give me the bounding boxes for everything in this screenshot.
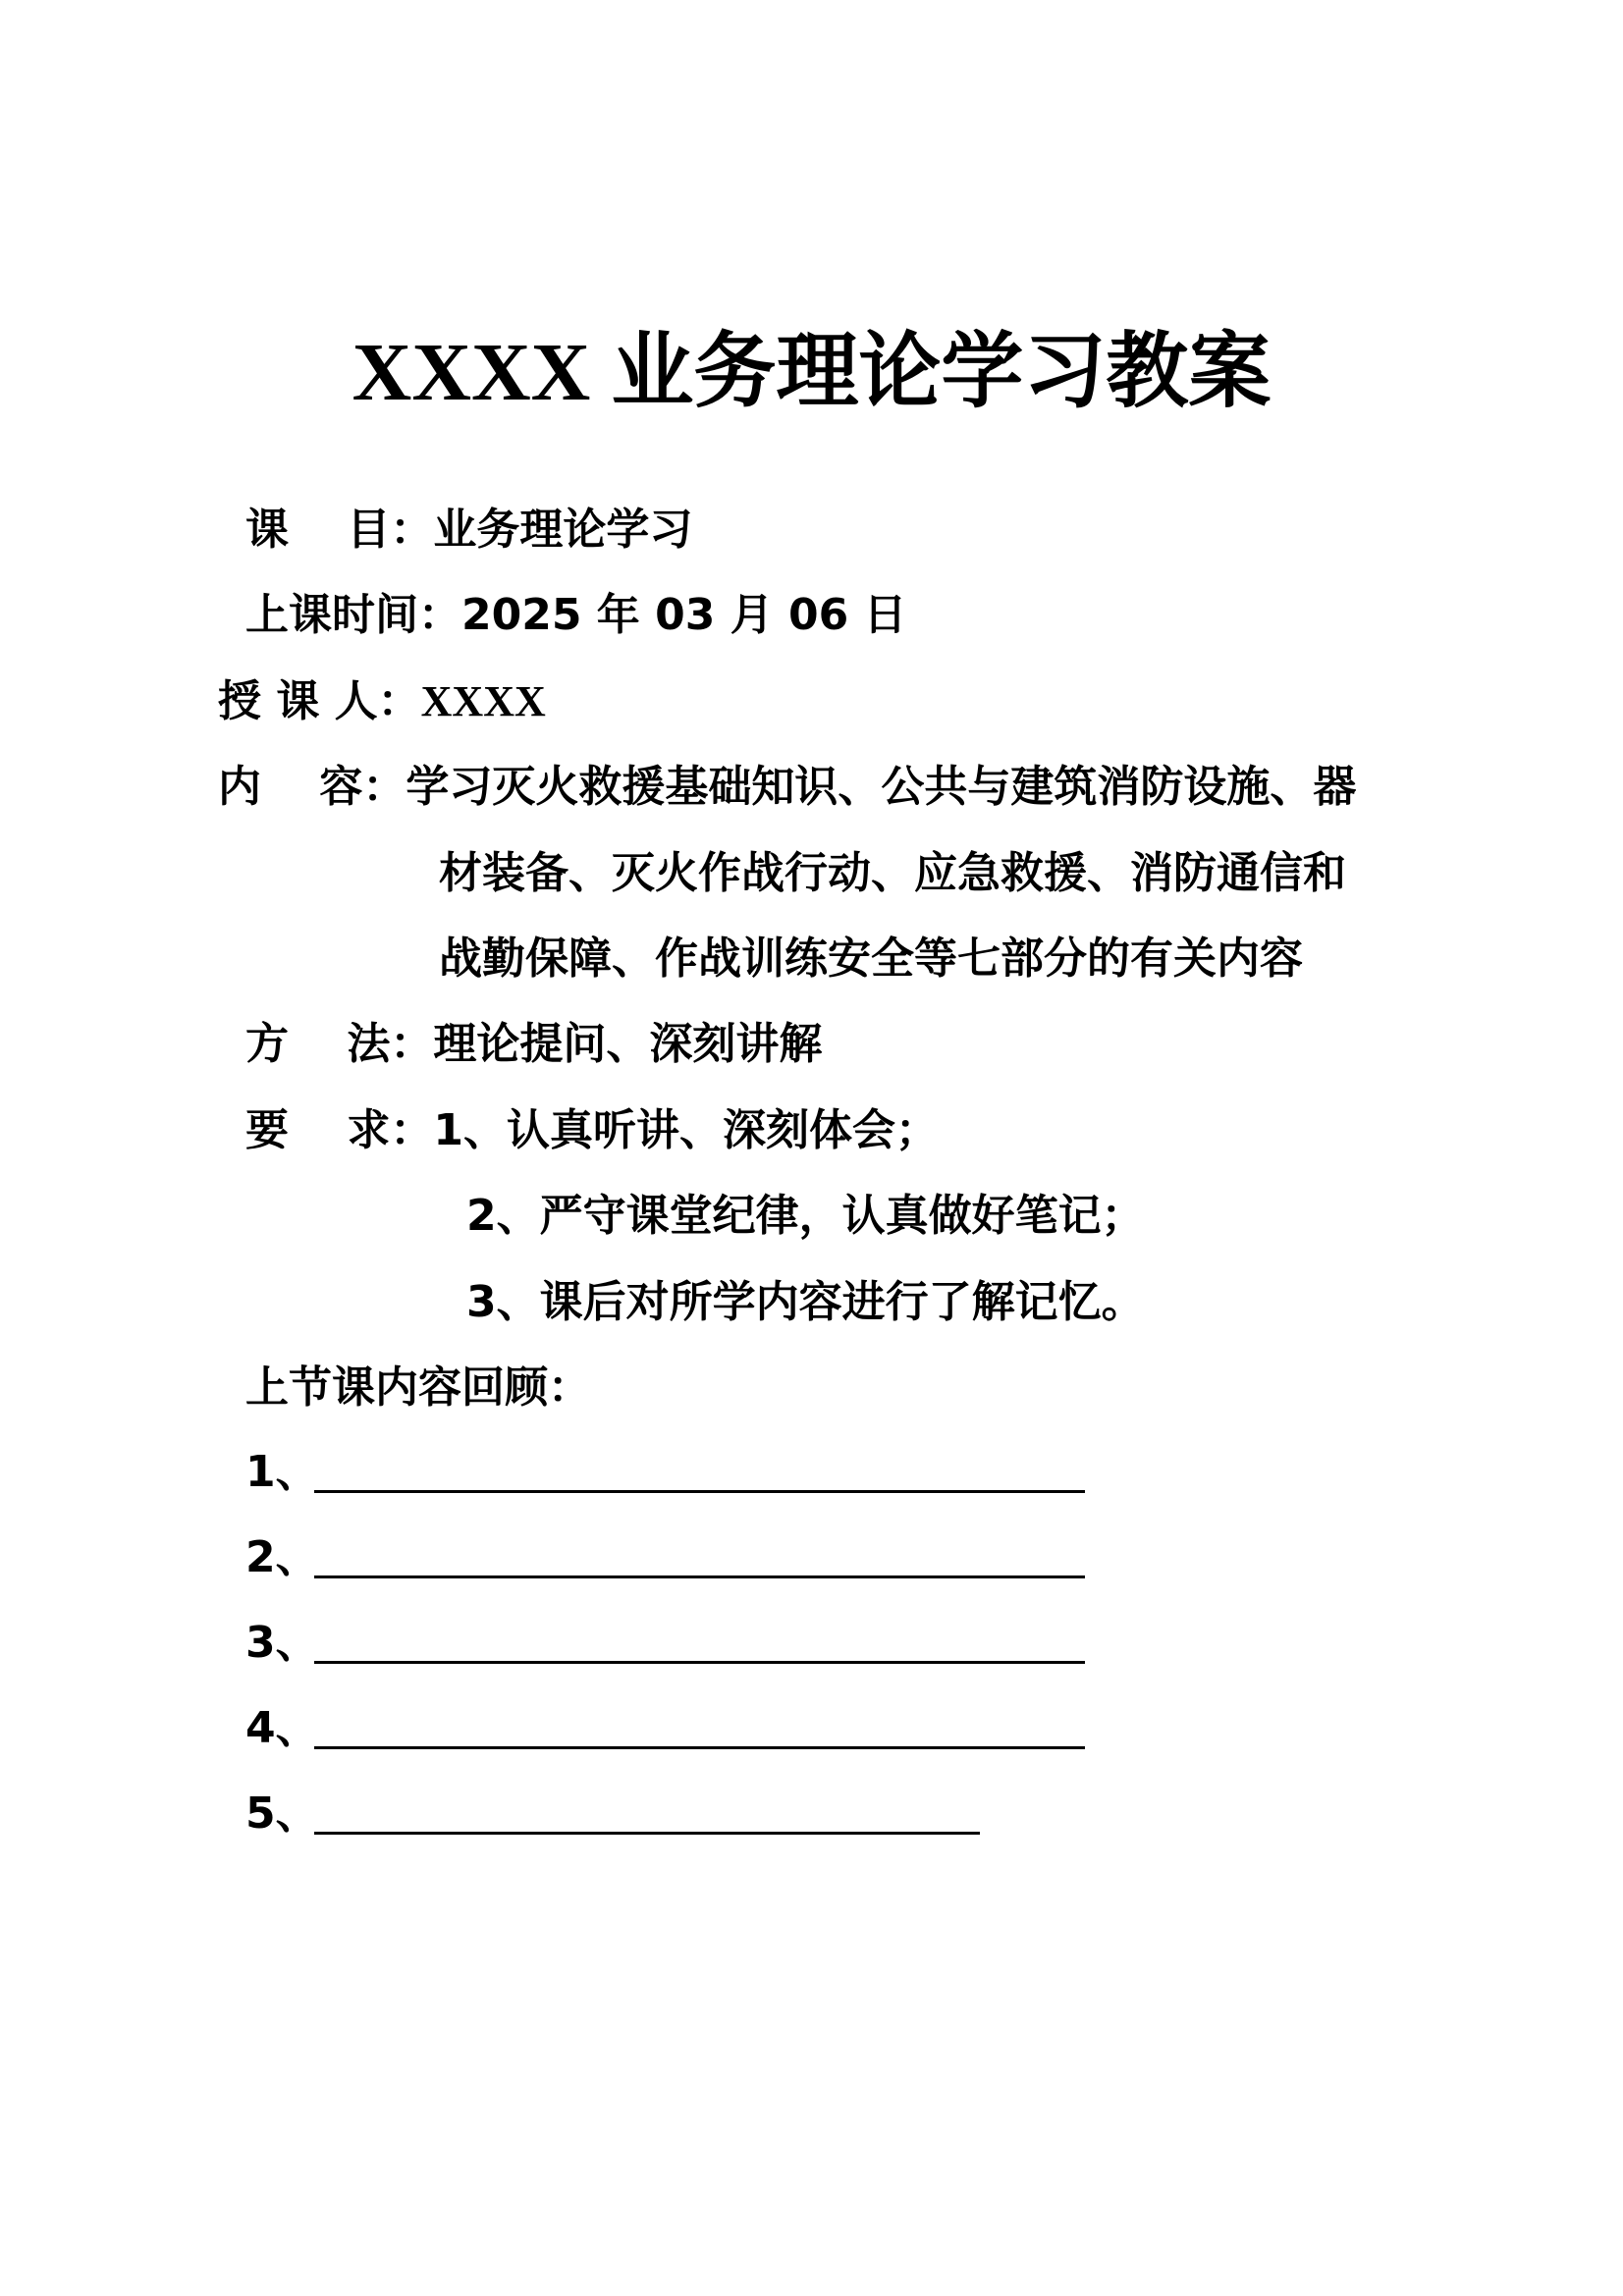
content-line-2: 材装备、灭火作战行动、应急救援、消防通信和	[439, 848, 1346, 898]
review-heading: 上节课内容回顾：	[245, 1362, 591, 1413]
review-item-3-blank[interactable]	[314, 1661, 1085, 1664]
review-item-5-number: 5、	[245, 1789, 319, 1839]
subject-row	[245, 501, 692, 560]
requirement-item-1: 1、认真听讲、深刻体会；	[433, 1105, 939, 1155]
instructor-label: 授 课 人：	[218, 676, 421, 726]
review-item-5-blank[interactable]	[314, 1832, 980, 1835]
requirements-row	[245, 1101, 939, 1160]
review-item-1-blank[interactable]	[314, 1490, 1085, 1493]
requirement-item-3: 3、课后对所学内容进行了解记忆。	[466, 1277, 1145, 1327]
instructor-value: XXXX	[420, 677, 546, 725]
class-time-value: 2025 年 03 月 06 日	[461, 590, 907, 640]
method-row	[245, 1015, 822, 1074]
review-item-1-number: 1、	[245, 1447, 319, 1497]
review-item-3-number: 3、	[245, 1618, 319, 1668]
subject-value: 业务理论学习	[433, 505, 693, 555]
requirements-label: 要 求：	[245, 1105, 434, 1155]
review-item-2-number: 2、	[245, 1532, 319, 1582]
instructor-row	[218, 672, 546, 731]
content-row	[218, 758, 1356, 817]
subject-label: 课 目：	[245, 505, 434, 555]
review-item-4-blank[interactable]	[314, 1746, 1085, 1749]
method-label: 方 法：	[245, 1019, 434, 1069]
method-value: 理论提问、深刻讲解	[433, 1019, 823, 1069]
content-line-3: 战勤保障、作战训练安全等七部分的有关内容	[439, 934, 1303, 984]
requirement-item-2: 2、严守课堂纪律，认真做好笔记；	[466, 1191, 1145, 1241]
class-time-row	[245, 586, 907, 645]
content-line-1: 学习灭火救援基础知识、公共与建筑消防设施、器	[406, 762, 1357, 812]
content-label: 内 容：	[218, 762, 406, 812]
review-item-4-number: 4、	[245, 1703, 319, 1753]
document-title: XXXX 业务理论学习教案	[352, 327, 1271, 418]
review-item-2-blank[interactable]	[314, 1575, 1085, 1578]
class-time-label: 上课时间：	[245, 590, 461, 640]
